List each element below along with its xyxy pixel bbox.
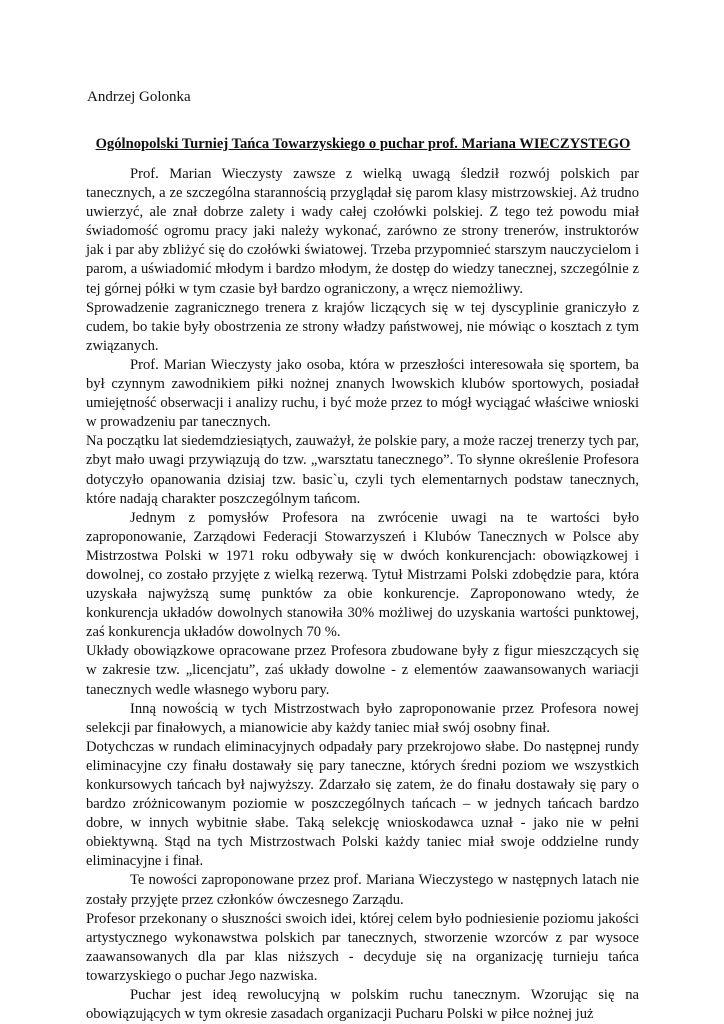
document-title: Ogólnopolski Turniej Tańca Towarzyskiego o puchar prof. Mariana WIECZYSTEGO	[95, 136, 631, 152]
paragraph: Puchar jest ideą rewolucyjną w polskim ruchu tanecznym. Wzorując się na obowiązujących w tym okresie zasadach organizacji Pucharu Polski w piłce nożnej już	[86, 987, 639, 1023]
author-name: Andrzej Golonka	[87, 89, 191, 105]
paragraph: Układy obowiązkowe opracowane przez Profesora zbudowane były z figur mieszczących się w zakresie tzw. „licencjatu”, zaś układy dowolne - z elementów zaawansowanych wariacji tanecznych wedle własnego wyboru pary.	[86, 643, 639, 698]
paragraph: Na początku lat siedemdziesiątych, zauważył, że polskie pary, a może raczej trenerzy tych par, zbyt mało uwagi przywiązują do tzw. „warsztatu tanecznego”. To słynne określenie Profesora dotyczyło opanowania dzisiaj tzw. basic`u, czyli tych elementarnych podstaw tanecznych, które nadają charakter poszczególnym tańcom.	[86, 433, 639, 507]
paragraph: Prof. Marian Wieczysty zawsze z wielką uwagą śledził rozwój polskich par tanecznych, a ze szczególna starannością przyglądał się parom klasy mistrzowskiej. Aż trudno uwierzyć, ale znał dobrze zalety i wady całej czołówki polskiej. Z tego też powodu miał świadomość ogromu pracy jaki należy wykonać, zarówno ze strony trenerów, instruktorów jak i par aby zbliżyć się do czołówki światowej. Trzeba przypomnieć starszym nauczycielom i parom, a uświadomić młodym i bardzo młodym, że dostęp do wiedzy tanecznej, szczególnie z tej górnej półki w tym czasie był bardzo ograniczony, a wręcz niemożliwy.	[86, 166, 639, 297]
paragraph: Prof. Marian Wieczysty jako osoba, która w przeszłości interesowała się sportem, ba był czynnym zawodnikiem piłki nożnej znanych lwowskich klubów sportowych, posiadał umiejętność obserwacji i analizy ruchu, i być może przez to mógł wyciągać właściwe wnioski w prowadzeniu par tanecznych.	[86, 356, 639, 431]
paragraph: Dotychczas w rundach eliminacyjnych odpadały pary przekrojowo słabe. Do następnej rundy eliminacyjne czy finału dostawały się pary taneczne, których średni poziom we wszystkich konkursowych tańcach był najwyższy. Zdarzało się zatem, że do finału dostawały się pary o bardzo zróżnicowanym poziomie w poszczególnych tańcach – w jednych tańcach bardzo dobre, w innych wybitnie słabe. Taką selekcję wnioskodawca uznał - jako nie w pełni obiektywną. Stąd na tych Mistrzostwach Polski każdy taniec miał swoje oddzielne rundy eliminacyjne i finał.	[86, 738, 639, 870]
paragraph: Te nowości zaproponowane przez prof. Mariana Wieczystego w następnych latach nie zostały przyjęte przez członków ówczesnego Zarządu.	[86, 872, 639, 908]
paragraph: Jednym z pomysłów Profesora na zwrócenie uwagi na te wartości było zaproponowanie, Zarządowi Federacji Stowarzyszeń i Klubów Tanecznych w Polsce aby Mistrzostwa Polski w 1971 roku odbywały się w dwóch konkurencjach: obowiązkowej i dowolnej, co zostało przyjęte z wielką rezerwą. Tytuł Mistrzami Polski zdobędzie para, która uzyskała najwyższą sumę punktów za obie konkurencje. Zaproponowano wtedy, że konkurencja układów dowolnych stanowiła 30% możliwej do uzyskania wartości punktowej, zaś konkurencja układów dowolnych 70 %.	[86, 509, 639, 641]
paragraph: Inną nowością w tych Mistrzostwach było zaproponowanie przez Profesora nowej selekcji par finałowych, a mianowicie aby każdy taniec miał swój osobny finał.	[86, 700, 639, 736]
paragraph: Sprowadzenie zagranicznego trenera z krajów liczących się w tej dyscyplinie graniczyło z cudem, bo takie były obostrzenia ze strony władzy państwowej, nie mówiąc o kosztach z tym związanych.	[86, 299, 639, 354]
paragraph: Profesor przekonany o słuszności swoich idei, której celem było podniesienie poziomu jakości artystycznego wykonawstwa polskich par tanecznych, stworzenie wzorców z par wysoce zaawansowanych dla par klas niższych - decyduje się na organizację turnieju tańca towarzyskiego o puchar Jego nazwiska.	[86, 910, 639, 984]
document-body	[86, 165, 639, 1024]
